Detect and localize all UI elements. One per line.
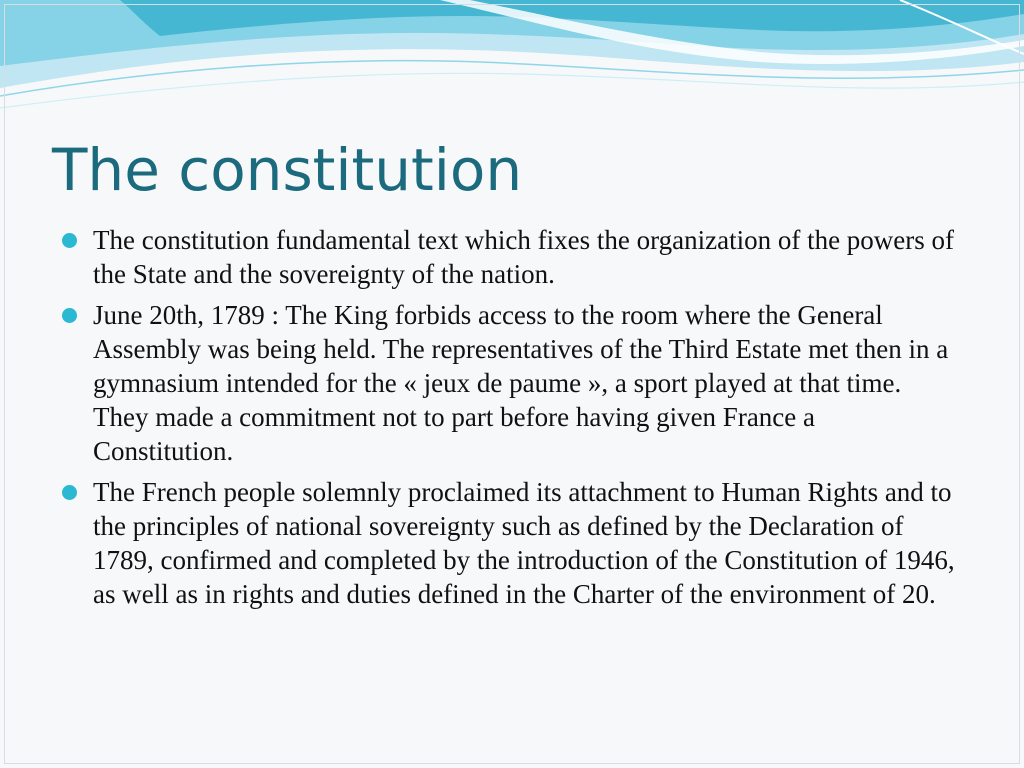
bullet-dot-icon xyxy=(62,485,77,500)
bullet-list xyxy=(60,223,960,618)
wave-header-decoration xyxy=(0,0,1024,140)
bullet-item xyxy=(60,298,960,468)
bullet-item xyxy=(60,475,960,611)
bullet-item xyxy=(60,223,960,291)
bullet-dot-icon xyxy=(62,233,77,248)
bullet-text: The French people solemnly proclaimed its attachment to Human Rights and to the principles of national sovereignty such as defined by the Declaration of 1789, confirmed and completed by the introduction of the Constitution of 1946, as well as in rights and duties defined in the Charter of the environment of 20. xyxy=(93,477,955,609)
bullet-text: June 20th, 1789 : The King forbids access to the room where the General Assembly was being held. The representatives of the Third Estate met then in a gymnasium intended for the « jeux de paume », a sport played at that time. They made a commitment not to part before having given France a Constitution. xyxy=(93,300,949,466)
bullet-dot-icon xyxy=(62,308,77,323)
bullet-text: The constitution fundamental text which fixes the organization of the powers of the State and the sovereignty of the nation. xyxy=(93,225,955,289)
slide-title: The constitution xyxy=(52,136,523,204)
